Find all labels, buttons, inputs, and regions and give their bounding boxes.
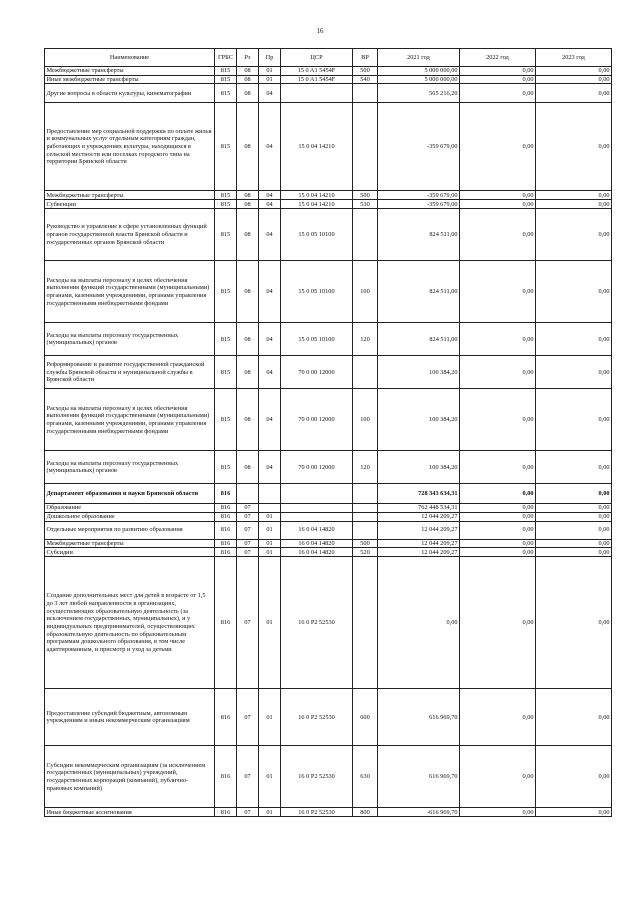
cell-csr: 15 0 05 10100 [281, 323, 353, 356]
cell-name: Создание дополнительных мест для детей в возрасте от 1,5 до 3 лет любой направленности в организациях, осуществляющих образовательную деятельность (за исключением государственных, муниципальных), и у индивидуальных предпринимателей, осуществляющих образовательную деятельность по образовательным программам дошкольного образования, в том числе адаптированным, и присмотр и уход за детьми [45, 557, 215, 689]
cell-name: Иные межбюджетные трансферты [45, 75, 215, 84]
cell-vr: 630 [353, 746, 378, 808]
cell-2021: 728 343 634,31 [378, 484, 460, 504]
table-row [45, 84, 612, 103]
cell-2023: 0,00 [536, 689, 612, 746]
cell-2023: 0,00 [536, 513, 612, 522]
cell-pr: 01 [259, 539, 281, 548]
cell-pr: 01 [259, 67, 281, 76]
cell-grbs: 815 [215, 209, 237, 261]
cell-name: Иные бюджетные ассигнования [45, 808, 215, 817]
cell-rz: 08 [237, 323, 259, 356]
cell-name: Субвенции [45, 200, 215, 209]
cell-rz: 07 [237, 513, 259, 522]
cell-csr: 16 0 P2 52530 [281, 689, 353, 746]
cell-pr: 04 [259, 191, 281, 200]
cell-name: Расходы на выплаты персоналу государственных (муниципальных) органов [45, 323, 215, 356]
cell-csr: 15 0 A1 5454F [281, 75, 353, 84]
cell-2022: 0,00 [460, 504, 536, 513]
cell-2023: 0,00 [536, 75, 612, 84]
cell-vr [353, 103, 378, 191]
cell-name: Руководство и управление в сфере установленных функций органов государственной власти Брянской области и государственных органов Брянской области [45, 209, 215, 261]
cell-2021: -616 969,70 [378, 808, 460, 817]
cell-csr [281, 504, 353, 513]
cell-vr: 520 [353, 548, 378, 557]
cell-2023: 0,00 [536, 746, 612, 808]
cell-vr: 500 [353, 539, 378, 548]
cell-rz: 07 [237, 548, 259, 557]
cell-2021: 100 384,20 [378, 356, 460, 389]
cell-grbs: 816 [215, 548, 237, 557]
cell-csr: 15 0 05 10100 [281, 261, 353, 323]
cell-vr: 120 [353, 323, 378, 356]
cell-2022: 0,00 [460, 689, 536, 746]
cell-2021: 5 000 000,00 [378, 67, 460, 76]
cell-2023: 0,00 [536, 191, 612, 200]
cell-2021: 12 044 209,27 [378, 539, 460, 548]
cell-grbs: 816 [215, 539, 237, 548]
cell-rz: 07 [237, 539, 259, 548]
cell-grbs: 816 [215, 484, 237, 504]
cell-grbs: 815 [215, 261, 237, 323]
cell-csr: 16 0 P2 52530 [281, 746, 353, 808]
cell-pr: 04 [259, 103, 281, 191]
cell-vr: 600 [353, 689, 378, 746]
cell-pr: 01 [259, 75, 281, 84]
cell-name: Расходы на выплаты персоналу в целях обеспечения выполнения функций государственными (муниципальными) органами, казенными учреждениями, органами управления государственными внебюджетными фондами [45, 261, 215, 323]
cell-rz: 07 [237, 689, 259, 746]
cell-2022: 0,00 [460, 356, 536, 389]
cell-2022: 0,00 [460, 746, 536, 808]
cell-csr [281, 84, 353, 103]
cell-vr: 120 [353, 451, 378, 484]
cell-vr [353, 557, 378, 689]
cell-csr: 15 0 A1 5454F [281, 67, 353, 76]
cell-pr: 04 [259, 84, 281, 103]
cell-name: Межбюджетные трансферты [45, 191, 215, 200]
table-row [45, 209, 612, 261]
cell-2023: 0,00 [536, 261, 612, 323]
cell-2023: 0,00 [536, 356, 612, 389]
cell-rz: 07 [237, 808, 259, 817]
cell-2022: 0,00 [460, 84, 536, 103]
cell-2023: 0,00 [536, 548, 612, 557]
cell-2021: 565 216,20 [378, 84, 460, 103]
cell-2023: 0,00 [536, 557, 612, 689]
cell-pr [259, 504, 281, 513]
cell-2021: 824 511,00 [378, 323, 460, 356]
cell-csr: 70 0 00 12000 [281, 356, 353, 389]
cell-2022: 0,00 [460, 261, 536, 323]
table-row [45, 75, 612, 84]
cell-vr: 800 [353, 808, 378, 817]
cell-pr: 01 [259, 557, 281, 689]
cell-2021: -359 679,00 [378, 200, 460, 209]
cell-2021: 5 000 000,00 [378, 75, 460, 84]
cell-2022: 0,00 [460, 209, 536, 261]
cell-grbs: 816 [215, 521, 237, 539]
cell-2022: 0,00 [460, 557, 536, 689]
table-row [45, 808, 612, 817]
cell-2022: 0,00 [460, 808, 536, 817]
cell-pr [259, 484, 281, 504]
table-row [45, 548, 612, 557]
cell-grbs: 816 [215, 557, 237, 689]
cell-vr [353, 484, 378, 504]
cell-vr: 500 [353, 191, 378, 200]
cell-2023: 0,00 [536, 484, 612, 504]
table-row [45, 67, 612, 76]
cell-csr: 15 0 04 14210 [281, 103, 353, 191]
cell-name: Предоставление мер социальной поддержки по оплате жилья и коммунальных услуг отдельным категориям граждан, работающих в учреждениях культуры, находящихся в сельской местности или поселках городского типа на территории Брянской области [45, 103, 215, 191]
cell-pr: 01 [259, 548, 281, 557]
column-header-2021: 2021 год [378, 49, 460, 67]
cell-vr: 100 [353, 389, 378, 451]
cell-pr: 01 [259, 521, 281, 539]
cell-csr: 16 0 04 14820 [281, 521, 353, 539]
cell-pr: 01 [259, 689, 281, 746]
cell-2023: 0,00 [536, 521, 612, 539]
cell-2023: 0,00 [536, 103, 612, 191]
cell-2022: 0,00 [460, 548, 536, 557]
cell-grbs: 816 [215, 504, 237, 513]
cell-grbs: 816 [215, 808, 237, 817]
cell-2022: 0,00 [460, 67, 536, 76]
cell-name: Расходы на выплаты персоналу в целях обеспечения выполнения функций государственными (муниципальными) органами, казенными учреждениями, органами управления государственными внебюджетными фондами [45, 389, 215, 451]
cell-name: Дошкольное образование [45, 513, 215, 522]
cell-vr: 540 [353, 75, 378, 84]
cell-rz: 08 [237, 451, 259, 484]
cell-pr: 04 [259, 451, 281, 484]
column-header-csr: ЦСР [281, 49, 353, 67]
cell-2021: 12 044 209,27 [378, 548, 460, 557]
cell-2023: 0,00 [536, 67, 612, 76]
cell-2021: 616 969,70 [378, 689, 460, 746]
cell-2021: 616 969,70 [378, 746, 460, 808]
cell-rz: 08 [237, 75, 259, 84]
table-row [45, 539, 612, 548]
cell-rz: 08 [237, 389, 259, 451]
column-header-grbs: ГРБС [215, 49, 237, 67]
page-number: 16 [316, 27, 324, 35]
column-header-pr: Пр [259, 49, 281, 67]
cell-rz: 08 [237, 261, 259, 323]
cell-csr: 16 0 P2 52530 [281, 557, 353, 689]
column-header-vr: ВР [353, 49, 378, 67]
cell-name: Реформирование и развитие государственной гражданской службы Брянской области и муниципальной службы в Брянской области [45, 356, 215, 389]
table-row [45, 323, 612, 356]
cell-vr: 530 [353, 200, 378, 209]
table-row [45, 689, 612, 746]
cell-vr: 100 [353, 261, 378, 323]
cell-pr: 04 [259, 323, 281, 356]
cell-2021: 762 448 534,31 [378, 504, 460, 513]
cell-name: Департамент образования и науки Брянской области [45, 484, 215, 504]
budget-table [44, 48, 612, 817]
table-row [45, 356, 612, 389]
cell-2022: 0,00 [460, 513, 536, 522]
cell-2022: 0,00 [460, 484, 536, 504]
cell-vr [353, 513, 378, 522]
cell-2021: 824 511,00 [378, 261, 460, 323]
cell-2021: 100 384,20 [378, 389, 460, 451]
table-row [45, 521, 612, 539]
cell-csr: 70 0 00 12000 [281, 451, 353, 484]
cell-name: Образование [45, 504, 215, 513]
cell-rz [237, 484, 259, 504]
cell-name: Предоставление субсидий бюджетным, автономным учреждениям и иным некоммерческим организациям [45, 689, 215, 746]
cell-rz: 07 [237, 557, 259, 689]
cell-2021: 12 044 209,27 [378, 513, 460, 522]
cell-csr: 15 0 04 14210 [281, 200, 353, 209]
cell-grbs: 815 [215, 103, 237, 191]
cell-pr: 04 [259, 200, 281, 209]
cell-rz: 07 [237, 746, 259, 808]
cell-vr [353, 84, 378, 103]
table-row [45, 389, 612, 451]
cell-grbs: 815 [215, 75, 237, 84]
cell-csr: 15 0 05 10100 [281, 209, 353, 261]
cell-grbs: 816 [215, 513, 237, 522]
cell-2021: 100 384,20 [378, 451, 460, 484]
cell-rz: 08 [237, 200, 259, 209]
cell-2022: 0,00 [460, 521, 536, 539]
cell-grbs: 815 [215, 356, 237, 389]
cell-2023: 0,00 [536, 200, 612, 209]
cell-name: Межбюджетные трансферты [45, 539, 215, 548]
cell-pr: 01 [259, 513, 281, 522]
cell-2021: 0,00 [378, 557, 460, 689]
cell-name: Расходы на выплаты персоналу государственных (муниципальных) органов [45, 451, 215, 484]
cell-name: Субсидии [45, 548, 215, 557]
cell-rz: 08 [237, 356, 259, 389]
cell-2023: 0,00 [536, 323, 612, 356]
cell-rz: 08 [237, 84, 259, 103]
cell-csr: 15 0 04 14210 [281, 191, 353, 200]
cell-csr: 16 0 04 14820 [281, 539, 353, 548]
cell-grbs: 815 [215, 200, 237, 209]
cell-2022: 0,00 [460, 539, 536, 548]
cell-rz: 08 [237, 191, 259, 200]
cell-2023: 0,00 [536, 504, 612, 513]
table-row [45, 261, 612, 323]
cell-csr [281, 484, 353, 504]
cell-pr: 04 [259, 261, 281, 323]
cell-grbs: 815 [215, 389, 237, 451]
cell-name: Субсидии некоммерческим организациям (за исключением государственных (муниципальных) учреждений, государственных корпораций (компаний), публично-правовых компаний) [45, 746, 215, 808]
cell-name: Другие вопросы в области культуры, кинематографии [45, 84, 215, 103]
cell-pr: 04 [259, 209, 281, 261]
cell-pr: 04 [259, 389, 281, 451]
cell-2022: 0,00 [460, 451, 536, 484]
cell-rz: 08 [237, 209, 259, 261]
cell-2022: 0,00 [460, 75, 536, 84]
cell-vr [353, 504, 378, 513]
cell-grbs: 816 [215, 746, 237, 808]
cell-csr [281, 513, 353, 522]
cell-2023: 0,00 [536, 451, 612, 484]
cell-2023: 0,00 [536, 209, 612, 261]
cell-2023: 0,00 [536, 389, 612, 451]
table-row [45, 746, 612, 808]
cell-name: Отдельные мероприятия по развитию образования [45, 521, 215, 539]
cell-2022: 0,00 [460, 323, 536, 356]
cell-csr: 70 0 00 12000 [281, 389, 353, 451]
column-header-rz: Рз [237, 49, 259, 67]
table-row [45, 191, 612, 200]
column-header-2023: 2023 год [536, 49, 612, 67]
cell-name: Межбюджетные трансферты [45, 67, 215, 76]
table-row [45, 557, 612, 689]
cell-2023: 0,00 [536, 84, 612, 103]
table-row [45, 200, 612, 209]
column-header-2022: 2022 год [460, 49, 536, 67]
cell-vr [353, 521, 378, 539]
cell-2022: 0,00 [460, 389, 536, 451]
cell-grbs: 815 [215, 323, 237, 356]
cell-pr: 01 [259, 808, 281, 817]
table-row [45, 504, 612, 513]
cell-grbs: 815 [215, 67, 237, 76]
cell-rz: 08 [237, 103, 259, 191]
cell-grbs: 816 [215, 689, 237, 746]
table-header-row [45, 49, 612, 67]
table-row [45, 513, 612, 522]
cell-2022: 0,00 [460, 103, 536, 191]
cell-2021: 12 044 209,27 [378, 521, 460, 539]
cell-rz: 08 [237, 67, 259, 76]
table-row [45, 484, 612, 504]
table-row [45, 451, 612, 484]
cell-pr: 01 [259, 746, 281, 808]
cell-grbs: 815 [215, 84, 237, 103]
cell-2022: 0,00 [460, 191, 536, 200]
table-body [45, 67, 612, 817]
cell-2021: 824 511,00 [378, 209, 460, 261]
cell-pr: 04 [259, 356, 281, 389]
cell-vr [353, 209, 378, 261]
cell-2023: 0,00 [536, 808, 612, 817]
cell-rz: 07 [237, 521, 259, 539]
cell-2022: 0,00 [460, 200, 536, 209]
cell-vr [353, 356, 378, 389]
cell-grbs: 815 [215, 191, 237, 200]
cell-vr: 500 [353, 67, 378, 76]
table-row [45, 103, 612, 191]
cell-2021: -359 679,00 [378, 103, 460, 191]
cell-2023: 0,00 [536, 539, 612, 548]
cell-2021: -359 679,00 [378, 191, 460, 200]
cell-csr: 16 0 04 14820 [281, 548, 353, 557]
cell-csr: 16 0 P2 52530 [281, 808, 353, 817]
column-header-name: Наименование [45, 49, 215, 67]
cell-rz: 07 [237, 504, 259, 513]
cell-grbs: 815 [215, 451, 237, 484]
